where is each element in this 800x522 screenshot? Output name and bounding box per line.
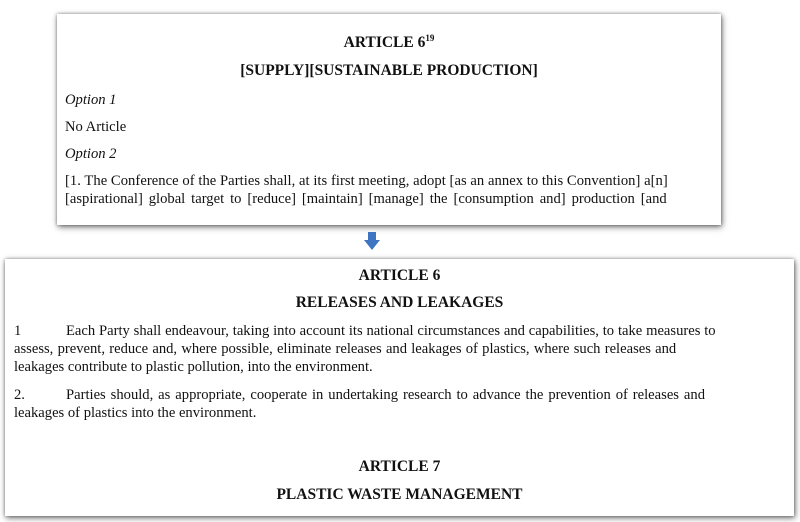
option-1-label: Option 1	[65, 92, 117, 108]
paragraph-line: [aspirational] global target to [reduce] [maintain] [manage] the [consumption and] production [and	[65, 191, 667, 207]
paragraph-number: 2.	[14, 387, 25, 403]
paragraph-line: Each Party shall endeavour, taking into account its national circumstances and capabilities, to take measures to	[66, 323, 716, 339]
option-2-label: Option 2	[65, 146, 117, 162]
footnote-ref: 19	[425, 32, 435, 43]
article-7-subtitle: PLASTIC WASTE MANAGEMENT	[276, 486, 523, 503]
final-text-panel	[5, 259, 794, 516]
paragraph-number: 1	[14, 323, 22, 339]
article-6-heading: ARTICLE $6^{19}$	[343, 32, 435, 51]
paragraph-line: Parties should, as appropriate, cooperate in undertaking research to advance the prevention of releases and	[66, 387, 705, 403]
paragraph-line: [1. The Conference of the Parties shall, at its first meeting, adopt [as an annex to this Convention] a[n]	[65, 173, 668, 189]
article-7-heading: ARTICLE 7	[358, 458, 441, 475]
option-1-text: No Article	[65, 119, 127, 135]
article-6-subtitle: RELEASES AND LEAKAGES	[295, 294, 504, 311]
paragraph-line: assess, prevent, reduce and, where possible, eliminate releases and leakages of plastics, where such releases and	[14, 341, 677, 357]
article-6-heading: ARTICLE 6	[358, 267, 441, 284]
option-text-panel	[57, 14, 721, 225]
down-arrow-icon	[364, 232, 380, 250]
article-subtitle: [SUPPLY][SUSTAINABLE PRODUCTION]	[240, 62, 538, 79]
paragraph-line: leakages of plastics into the environment.	[14, 405, 257, 421]
paragraph-line: leakages contribute to plastic pollution, into the environment.	[14, 359, 373, 375]
